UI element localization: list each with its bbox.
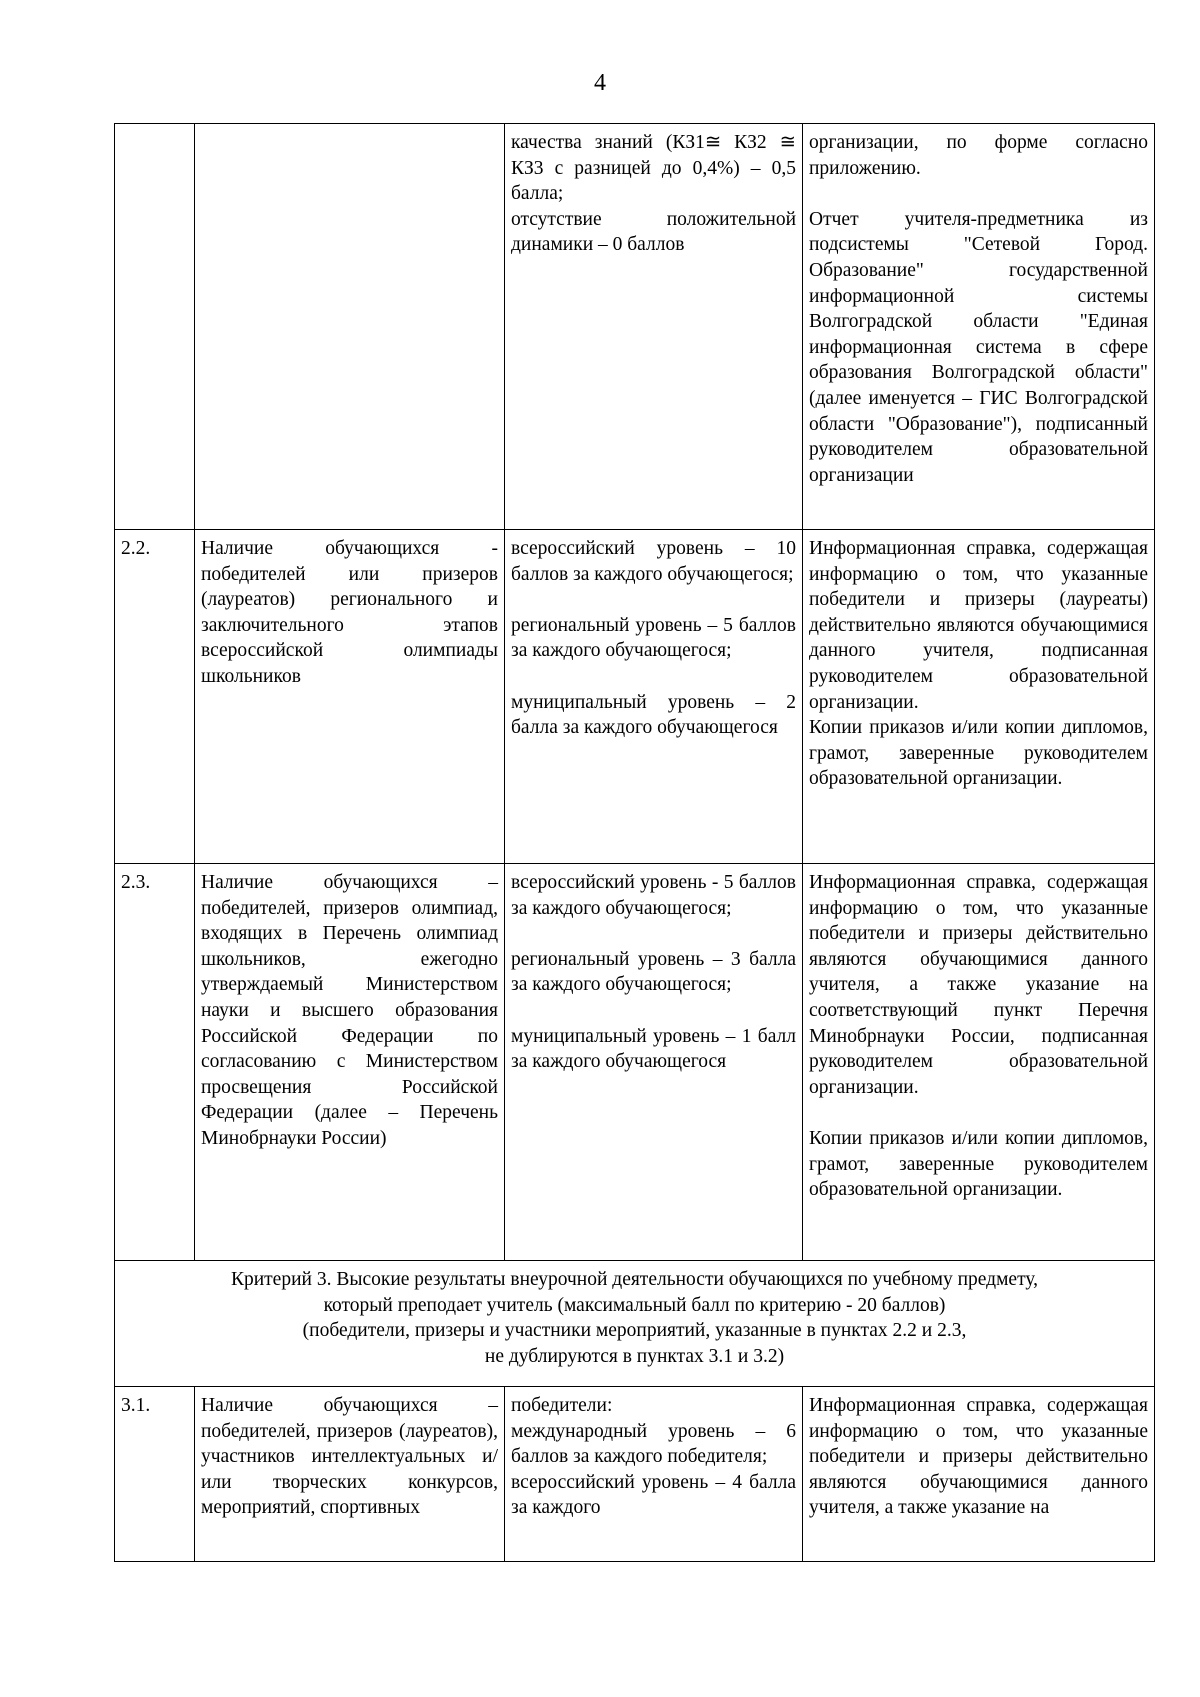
table-row (115, 864, 1155, 1261)
document-text: Информационная справка, содержащая информацию о том, что указанные победители и призеры (лауреаты) действительно являются обучающимися данного учителя, подписанная руководителем образовательной организации. (809, 538, 1148, 713)
criterion-line: не дублируются в пунктах 3.1 и 3.2) (484, 1345, 785, 1367)
score-cell (505, 1387, 803, 1562)
criterion-row (115, 1261, 1155, 1387)
indicator-name: Наличие обучающихся – победителей, призеров олимпиад, входящих в Перечень олимпиад школьников, ежегодно утверждаемый Министерством науки и высшего образования Российской Федерации по согласованию с Министерством просвещения Российской Федерации (далее – Перечень Минобрнауки России) (195, 864, 505, 1261)
criterion-line: Критерий 3. Высокие результаты внеурочной деятельности обучающихся по учебному предмету, (230, 1269, 1039, 1290)
score-text: всероссийский уровень - 5 баллов за каждого обучающегося; (511, 872, 796, 919)
criterion-line: (победители, призеры и участники мероприятий, указанные в пунктах 2.2 и 2.3, (302, 1320, 967, 1342)
document-cell (803, 864, 1155, 1261)
document-text: Копии приказов и/или копии дипломов, грамот, заверенные руководителем образовательной организации. (809, 717, 1148, 790)
document-text: Отчет учителя-предметника из подсистемы "Сетевой Город. Образование" государственной информационной системы Волгоградской области "Единая информационная система в сфере образования Волгоградской области" (далее именуется – ГИС Волгоградской области "Образование"), подписанный руководителем образовательной организации (809, 208, 1148, 486)
document-cell (803, 124, 1155, 530)
score-text: международный уровень – 6 баллов за каждого победителя; (511, 1420, 796, 1468)
document-cell (803, 1387, 1155, 1562)
score-cell (505, 864, 803, 1261)
table-row (115, 1387, 1155, 1562)
score-text: отсутствие положительной динамики – 0 баллов (511, 208, 796, 256)
document-text: Информационная справка, содержащая информацию о том, что указанные победители и призеры действительно являются обучающимися данного учителя, а также указание на соответствующий пункт Перечня Минобрнауки России, подписанная руководителем образовательной организации. (809, 872, 1148, 1098)
score-text: муниципальный уровень – 2 балла за каждого обучающегося (511, 691, 796, 739)
page-number: 4 (594, 70, 606, 96)
table-row (115, 124, 1155, 530)
indicator-name: Наличие обучающихся – победителей, призеров (лауреатов), участников интеллектуальных и/или творческих конкурсов, мероприятий, спортивных (195, 1387, 505, 1562)
score-text: качества знаний (КЗ1≅ КЗ2 ≅ КЗ3 с разницей до 0,4%) – 0,5 балла; (511, 132, 796, 205)
row-number: 2.2. (115, 530, 195, 864)
score-text: муниципальный уровень – 1 балл за каждого обучающегося (511, 1025, 796, 1073)
score-text: всероссийский уровень – 10 баллов за каждого обучающегося; (511, 538, 796, 585)
indicator-name (195, 124, 505, 530)
table-row (115, 530, 1155, 864)
criteria-table (114, 123, 1155, 1562)
document-text: организации, по форме согласно приложению. (809, 132, 1148, 179)
row-number (115, 124, 195, 530)
score-text: региональный уровень – 3 балла за каждого обучающегося; (511, 948, 796, 996)
row-number: 2.3. (115, 864, 195, 1261)
document-text: Копии приказов и/или копии дипломов, грамот, заверенные руководителем образовательной организации. (809, 1127, 1148, 1201)
row-number: 3.1. (115, 1387, 195, 1562)
criterion-line: который преподает учитель (максимальный балл по критерию - 20 баллов) (323, 1294, 946, 1316)
document-text: Информационная справка, содержащая информацию о том, что указанные победители и призеры действительно являются обучающимися данного учителя, а также указание на (809, 1395, 1148, 1519)
score-cell (505, 124, 803, 530)
document-cell (803, 530, 1155, 864)
score-heading: победители: (511, 1395, 613, 1416)
criterion-heading (115, 1261, 1155, 1387)
score-text: региональный уровень – 5 баллов за каждого обучающегося; (511, 614, 796, 662)
score-text: всероссийский уровень – 4 балла за каждого (511, 1471, 796, 1519)
indicator-name: Наличие обучающихся - победителей или призеров (лауреатов) регионального и заключительного этапов всероссийской олимпиады школьников (195, 530, 505, 864)
score-cell (505, 530, 803, 864)
